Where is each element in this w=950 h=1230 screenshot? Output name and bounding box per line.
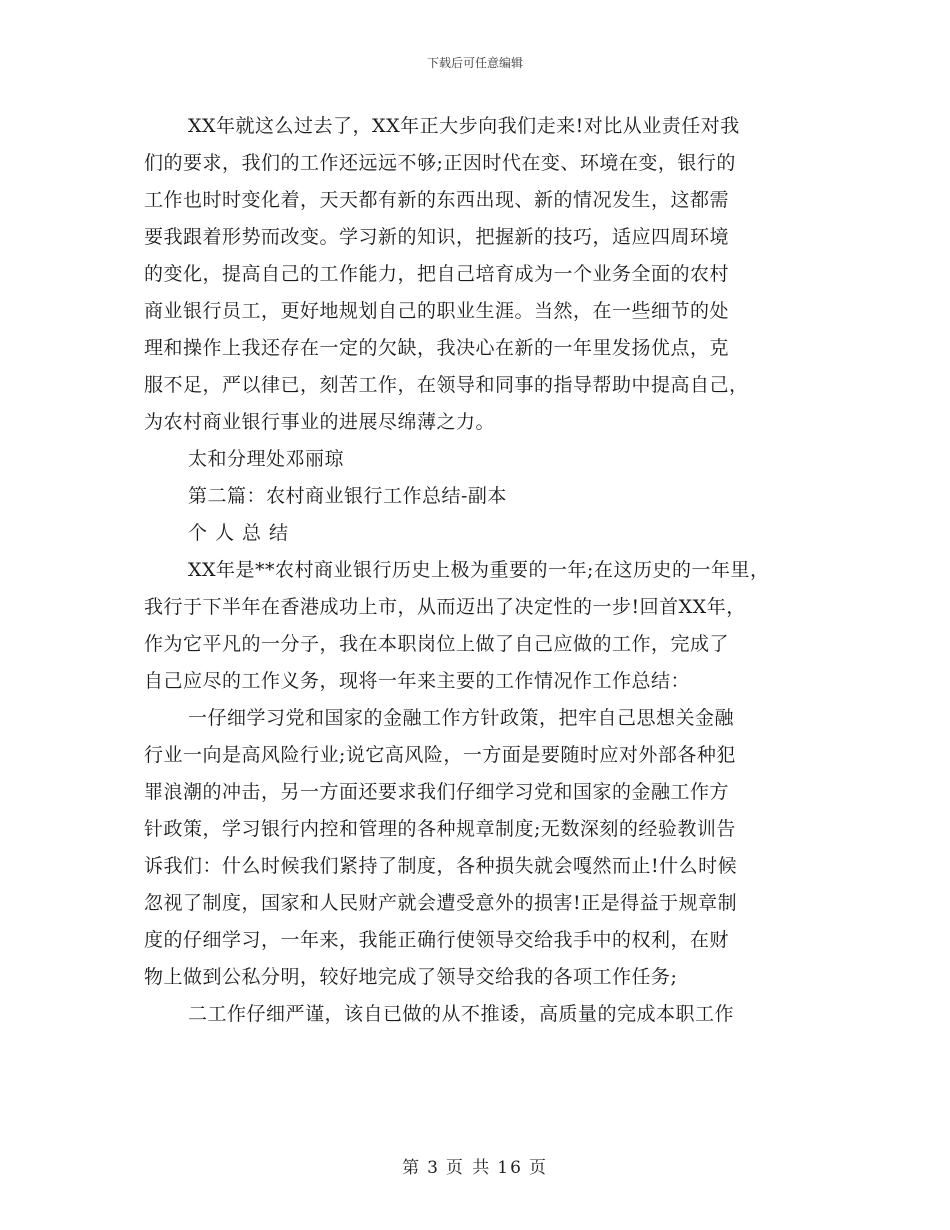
text-line: 自己应尽的工作义务，现将一年来主要的工作情况作工作总结： <box>144 670 691 692</box>
paragraph-point-two: 二工作仔细严谨，该自已做的从不推诿，高质量的完成本职工作 <box>188 1003 735 1025</box>
text-line: 物上做到公私分明，较好地完成了领导交给我的各项工作任务; <box>144 966 678 988</box>
document-body <box>144 108 814 1033</box>
text-line: 理和操作上我还存在一定的欠缺，我决心在新的一年里发扬优点，克 <box>144 337 730 359</box>
text-line: 一仔细学习党和国家的金融工作方针政策，把牢自己思想关金融 <box>188 707 735 729</box>
footer-total-pages: 16 <box>497 1158 523 1178</box>
text-line: 作为它平凡的一分子，我在本职岗位上做了自己应做的工作，完成了 <box>144 633 730 655</box>
page-footer <box>0 1153 950 1178</box>
footer-middle: 页 共 <box>445 1158 492 1178</box>
text-line: 商业银行员工，更好地规划自己的职业生涯。当然，在一些细节的处 <box>144 300 730 322</box>
text-line: XX年是**农村商业银行历史上极为重要的一年;在这历史的一年里， <box>188 559 770 581</box>
footer-suffix: 页 <box>528 1158 548 1178</box>
text-line: 罪浪潮的冲击，另一方面还要求我们仔细学习党和国家的金融工作方 <box>144 781 730 803</box>
paragraph-intro <box>144 552 814 700</box>
text-line: 诉我们：什么时候我们紧持了制度，各种损失就会嘎然而止!什么时候 <box>144 855 738 877</box>
text-line: 行业一向是高风险行业;说它高风险，一方面是要随时应对外部各种犯 <box>144 744 736 766</box>
footer-page-number: 3 <box>427 1158 440 1178</box>
text-line: 要我跟着形势而改变。学习新的知识，把握新的技巧，适应四周环境 <box>144 226 730 248</box>
paragraph-point-one <box>144 700 814 996</box>
text-line: 我行于下半年在香港成功上市，从而迈出了决定性的一步!回首XX年， <box>144 596 746 618</box>
page-header: 下载后可任意编辑 <box>426 56 523 70</box>
text-line: 忽视了制度，国家和人民财产就会遭受意外的损害!正是得益于规章制 <box>144 892 738 914</box>
author-signature: 太和分理处邓丽琼 <box>188 448 345 470</box>
text-line: 的变化，提高自己的工作能力，把自己培育成为一个业务全面的农村 <box>144 263 730 285</box>
footer-prefix: 第 <box>402 1158 422 1178</box>
text-line: 针政策，学习银行内控和管理的各种规章制度;无数深刻的经验教训告 <box>144 818 736 840</box>
paragraph-year-summary <box>144 108 814 441</box>
text-line: 为农村商业银行事业的进展尽绵薄之力。 <box>144 411 496 433</box>
text-line: 度的仔细学习，一年来，我能正确行使领导交给我手中的权利，在财 <box>144 929 730 951</box>
text-line: XX年就这么过去了，XX年正大步向我们走来!对比从业责任对我 <box>188 115 740 137</box>
text-line: 服不足，严以律已，刻苦工作，在领导和同事的指导帮助中提高自己， <box>144 374 749 396</box>
text-line: 们的要求，我们的工作还远远不够;正因时代在变、环境在变，银行的 <box>144 152 736 174</box>
sub-heading: 个人总结 <box>188 522 297 544</box>
section-title: 第二篇：农村商业银行工作总结-副本 <box>188 485 507 507</box>
text-line: 工作也时时变化着，天天都有新的东西出现、新的情况发生，这都需 <box>144 189 730 211</box>
